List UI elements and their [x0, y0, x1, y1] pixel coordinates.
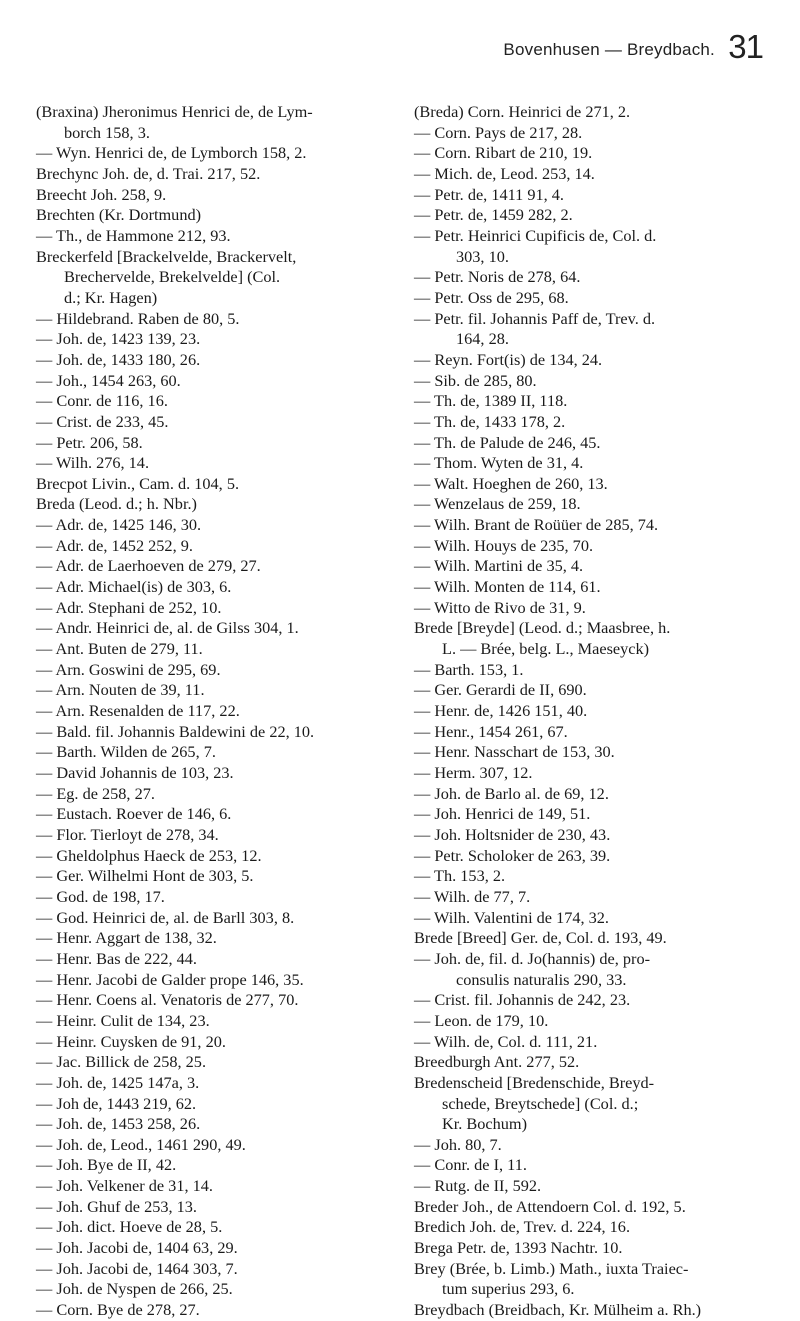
index-entry-subentry — [414, 536, 784, 557]
index-entry-headword — [36, 185, 408, 206]
index-entry-subentry — [36, 556, 408, 577]
entry-line: — Th. de, 1433 178, 2. — [414, 411, 566, 431]
entry-continuation-line: schede, Breytschede] (Col. d.; — [442, 1093, 639, 1113]
index-entry-subentry — [414, 391, 784, 412]
index-entry-headword — [414, 1300, 784, 1321]
index-entry-subentry — [36, 990, 408, 1011]
entry-line: — Flor. Tierloyt de 278, 34. — [36, 824, 219, 844]
entry-line: — Joh. Velkener de 31, 14. — [36, 1176, 213, 1196]
entry-line: — Petr. de, 1459 282, 2. — [414, 205, 573, 225]
entry-line: — Conr. de 116, 16. — [36, 391, 168, 411]
index-entry-subentry — [36, 515, 408, 536]
entry-line: — Andr. Heinrici de, al. de Gilss 304, 1. — [36, 618, 299, 638]
entry-line: — Adr. de, 1452 252, 9. — [36, 535, 193, 555]
index-entry-subentry — [36, 1135, 408, 1156]
entry-line: — Joh. Ghuf de 253, 13. — [36, 1196, 197, 1216]
right-column — [414, 102, 784, 1321]
entry-line: — Henr., 1454 261, 67. — [414, 721, 568, 741]
entry-continuation-line: borch 158, 3. — [64, 122, 150, 142]
entry-line: — Jac. Billick de 258, 25. — [36, 1052, 207, 1072]
entry-line: — God. Heinrici de, al. de Barll 303, 8. — [36, 907, 295, 927]
entry-line: — Heinr. Culit de 134, 23. — [36, 1010, 210, 1030]
entry-line: — Arn. Nouten de 39, 11. — [36, 680, 205, 700]
index-entry-headword — [36, 102, 408, 143]
index-entry-headword — [414, 1238, 784, 1259]
index-entry-subentry — [36, 887, 408, 908]
entry-line: — Henr. Jacobi de Galder prope 146, 35. — [36, 969, 304, 989]
entry-line: — Adr. Stephani de 252, 10. — [36, 597, 222, 617]
entry-line: — Wenzelaus de 259, 18. — [414, 494, 581, 514]
index-entry-subentry — [414, 846, 784, 867]
entry-line: — Joh., 1454 263, 60. — [36, 370, 181, 390]
entry-line: Breedburgh Ant. 277, 52. — [414, 1052, 580, 1072]
entry-line: — Henr. Nasschart de 153, 30. — [414, 742, 615, 762]
entry-line: — Wilh. Houys de 235, 70. — [414, 535, 594, 555]
entry-line: — Wyn. Henrici de, de Lymborch 158, 2. — [36, 143, 307, 163]
entry-line: Breda (Leod. d.; h. Nbr.) — [36, 494, 197, 514]
index-entry-subentry — [36, 1259, 408, 1280]
entry-line: — God. de 198, 17. — [36, 886, 165, 906]
index-entry-subentry — [36, 804, 408, 825]
index-entry-subentry — [414, 908, 784, 929]
index-entry-subentry — [36, 825, 408, 846]
entry-line: — Arn. Goswini de 295, 69. — [36, 659, 221, 679]
index-entry-headword — [36, 164, 408, 185]
entry-line: — Joh. Jacobi de, 1404 63, 29. — [36, 1238, 238, 1258]
entry-line: — Wilh. 276, 14. — [36, 453, 150, 473]
entry-continuation-line: tum superius 293, 6. — [442, 1279, 575, 1299]
index-entry-subentry — [36, 1073, 408, 1094]
index-entry-subentry — [36, 598, 408, 619]
index-entry-subentry — [36, 1155, 408, 1176]
entry-line: — Mich. de, Leod. 253, 14. — [414, 163, 595, 183]
entry-line: — Petr. 206, 58. — [36, 432, 143, 452]
index-entry-subentry — [414, 680, 784, 701]
index-entry-subentry — [414, 371, 784, 392]
entry-line: — Henr. Bas de 222, 44. — [36, 948, 197, 968]
entry-line: — Rutg. de II, 592. — [414, 1176, 542, 1196]
entry-continuation-line: 164, 28. — [456, 329, 509, 349]
index-entry-subentry — [414, 742, 784, 763]
entry-line: — Joh. Jacobi de, 1464 303, 7. — [36, 1258, 238, 1278]
entry-line: — Petr. Oss de 295, 68. — [414, 287, 569, 307]
entry-line: — Reyn. Fort(is) de 134, 24. — [414, 349, 603, 369]
entry-line: — Wilh. Monten de 114, 61. — [414, 577, 601, 597]
index-entry-subentry — [36, 1279, 408, 1300]
index-entry-subentry — [36, 949, 408, 970]
entry-line: — Adr. Michael(is) de 303, 6. — [36, 577, 232, 597]
index-entry-subentry — [414, 784, 784, 805]
left-column — [36, 102, 408, 1321]
entry-continuation-line: 303, 10. — [456, 246, 509, 266]
entry-line: — Joh. de, 1425 147a, 3. — [36, 1072, 200, 1092]
index-entry-subentry — [36, 1300, 408, 1321]
index-entry-subentry — [36, 639, 408, 660]
index-entry-subentry — [414, 1135, 784, 1156]
entry-line: — Joh. Henrici de 149, 51. — [414, 804, 591, 824]
entry-line: — Th. de Palude de 246, 45. — [414, 432, 601, 452]
index-entry-subentry — [36, 660, 408, 681]
index-entry-subentry — [36, 453, 408, 474]
entry-line: — Wilh. Martini de 35, 4. — [414, 556, 584, 576]
entry-line: Brede [Breyde] (Leod. d.; Maasbree, h. — [414, 618, 671, 638]
index-entry-subentry — [414, 722, 784, 743]
index-entry-subentry — [36, 928, 408, 949]
entry-line: — Th., de Hammone 212, 93. — [36, 225, 231, 245]
index-entry-subentry — [414, 866, 784, 887]
index-entry-subentry — [414, 453, 784, 474]
index-entry-subentry — [36, 577, 408, 598]
entry-line: — Henr. Coens al. Venatoris de 277, 70. — [36, 990, 299, 1010]
index-entry-subentry — [414, 1011, 784, 1032]
index-entry-subentry — [414, 143, 784, 164]
index-entry-subentry — [36, 1197, 408, 1218]
index-entry-subentry — [36, 763, 408, 784]
entry-line: — Adr. de Laerhoeven de 279, 27. — [36, 556, 261, 576]
index-entry-subentry — [414, 1032, 784, 1053]
index-entry-subentry — [414, 804, 784, 825]
index-entry-subentry — [36, 784, 408, 805]
entry-line: — Thom. Wyten de 31, 4. — [414, 453, 584, 473]
index-entry-subentry — [36, 618, 408, 639]
index-entry-subentry — [414, 598, 784, 619]
index-entry-subentry — [414, 433, 784, 454]
entry-line: — Joh. de, 1453 258, 26. — [36, 1114, 201, 1134]
index-entry-subentry — [414, 701, 784, 722]
index-entry-subentry — [36, 1032, 408, 1053]
index-entry-subentry — [414, 825, 784, 846]
entry-continuation-line: consulis naturalis 290, 33. — [456, 969, 627, 989]
entry-line: — Sib. de 285, 80. — [414, 370, 537, 390]
entry-continuation-line: d.; Kr. Hagen) — [64, 287, 158, 307]
index-entry-subentry — [36, 866, 408, 887]
entry-line: Breecht Joh. 258, 9. — [36, 184, 167, 204]
entry-line: — Ant. Buten de 279, 11. — [36, 639, 203, 659]
entry-line: — Conr. de I, 11. — [414, 1155, 527, 1175]
index-entry-headword — [414, 1197, 784, 1218]
index-entry-headword — [414, 1259, 784, 1300]
index-entry-subentry — [414, 185, 784, 206]
index-entry-subentry — [414, 1155, 784, 1176]
entry-line: — Henr. Aggart de 138, 32. — [36, 928, 217, 948]
index-entry-subentry — [36, 226, 408, 247]
index-entry-headword — [36, 247, 408, 309]
index-entry-subentry — [414, 226, 784, 267]
entry-line: — Adr. de, 1425 146, 30. — [36, 515, 202, 535]
entry-continuation-line: Brechervelde, Brekelvelde] (Col. — [64, 267, 281, 287]
index-entry-subentry — [36, 1011, 408, 1032]
entry-line: Breckerfeld [Brackelvelde, Brackervelt, — [36, 246, 297, 266]
index-entry-subentry — [414, 309, 784, 350]
entry-line: — Arn. Resenalden de 117, 22. — [36, 701, 240, 721]
index-entry-subentry — [36, 309, 408, 330]
entry-line: Brecpot Livin., Cam. d. 104, 5. — [36, 473, 240, 493]
entry-line: — Petr. fil. Johannis Paff de, Trev. d. — [414, 308, 656, 328]
entry-line: Brega Petr. de, 1393 Nachtr. 10. — [414, 1238, 623, 1258]
entry-line: — Eg. de 258, 27. — [36, 783, 155, 803]
entry-line: — Petr. Scholoker de 263, 39. — [414, 845, 611, 865]
index-entry-subentry — [414, 123, 784, 144]
index-entry-headword — [414, 618, 784, 659]
index-entry-subentry — [36, 391, 408, 412]
entry-line: — Bald. fil. Johannis Baldewini de 22, 10. — [36, 721, 315, 741]
index-entry-subentry — [414, 887, 784, 908]
entry-line: — Herm. 307, 12. — [414, 763, 533, 782]
index-entry-subentry — [414, 288, 784, 309]
entry-line: — Wilh. de 77, 7. — [414, 886, 531, 906]
entry-line: — Corn. Bye de 278, 27. — [36, 1300, 200, 1320]
entry-line: — Corn. Ribart de 210, 19. — [414, 143, 593, 163]
entry-line: — Witto de Rivo de 31, 9. — [414, 597, 586, 617]
index-entry-headword — [414, 1073, 784, 1135]
index-entry-subentry — [36, 371, 408, 392]
index-entry-subentry — [36, 970, 408, 991]
entry-line: Brechten (Kr. Dortmund) — [36, 205, 202, 225]
entry-line: — Th. de, 1389 II, 118. — [414, 391, 568, 411]
entry-line: Brede [Breed] Ger. de, Col. d. 193, 49. — [414, 928, 667, 948]
index-entry-subentry — [36, 412, 408, 433]
page-number: 31 — [728, 28, 763, 65]
entry-line: Bredich Joh. de, Trev. d. 224, 16. — [414, 1217, 631, 1237]
entry-line: — Gheldolphus Haeck de 253, 12. — [36, 845, 262, 865]
index-entry-subentry — [36, 143, 408, 164]
entry-line: — Corn. Pays de 217, 28. — [414, 122, 583, 142]
index-entry-subentry — [36, 329, 408, 350]
entry-line: — Petr. Heinrici Cupificis de, Col. d. — [414, 225, 657, 245]
entry-line: (Braxina) Jheronimus Henrici de, de Lym- — [36, 102, 313, 121]
entry-line: — David Johannis de 103, 23. — [36, 763, 234, 782]
entry-line: — Heinr. Cuysken de 91, 20. — [36, 1031, 226, 1051]
index-entry-subentry — [414, 1176, 784, 1197]
entry-line: — Joh de, 1443 219, 62. — [36, 1093, 197, 1113]
index-entry-headword — [36, 494, 408, 515]
entry-line: — Barth. Wilden de 265, 7. — [36, 742, 216, 762]
index-entry-headword — [414, 1217, 784, 1238]
index-entry-subentry — [36, 722, 408, 743]
entry-line: — Joh. Holtsnider de 230, 43. — [414, 824, 611, 844]
index-entry-subentry — [36, 350, 408, 371]
index-entry-subentry — [414, 350, 784, 371]
index-entry-subentry — [36, 1217, 408, 1238]
index-entry-subentry — [414, 660, 784, 681]
entry-line: — Joh. de Barlo al. de 69, 12. — [414, 783, 609, 803]
entry-line: — Eustach. Roever de 146, 6. — [36, 804, 232, 824]
entry-line: Brechync Joh. de, d. Trai. 217, 52. — [36, 163, 261, 183]
entry-continuation-line: Kr. Bochum) — [442, 1114, 528, 1134]
index-entry-subentry — [414, 763, 784, 784]
entry-line: Breder Joh., de Attendoern Col. d. 192, 5. — [414, 1196, 686, 1216]
index-entry-subentry — [414, 515, 784, 536]
entry-line: — Wilh. de, Col. d. 111, 21. — [414, 1031, 598, 1051]
index-entry-subentry — [36, 680, 408, 701]
entry-line: — Barth. 153, 1. — [414, 659, 524, 679]
entry-line: — Petr. de, 1411 91, 4. — [414, 184, 564, 204]
entry-line: — Th. 153, 2. — [414, 866, 506, 886]
entry-line: — Walt. Hoeghen de 260, 13. — [414, 473, 608, 493]
index-entry-subentry — [36, 1238, 408, 1259]
entry-line: (Breda) Corn. Heinrici de 271, 2. — [414, 102, 631, 121]
index-entry-headword — [414, 102, 784, 123]
index-entry-subentry — [36, 846, 408, 867]
entry-line: — Joh. 80, 7. — [414, 1134, 502, 1154]
index-entry-headword — [36, 205, 408, 226]
index-entry-subentry — [36, 701, 408, 722]
index-entry-subentry — [36, 433, 408, 454]
entry-line: — Hildebrand. Raben de 80, 5. — [36, 308, 240, 328]
entry-continuation-line: L. — Brée, belg. L., Maeseyck) — [442, 639, 650, 659]
index-entry-headword — [414, 1052, 784, 1073]
index-entry-subentry — [36, 742, 408, 763]
index-entry-subentry — [414, 412, 784, 433]
index-entry-subentry — [414, 494, 784, 515]
index-entry-subentry — [36, 1114, 408, 1135]
index-entry-subentry — [414, 267, 784, 288]
entry-line: Brey (Brée, b. Limb.) Math., iuxta Traiec- — [414, 1258, 689, 1278]
entry-line: Breydbach (Breidbach, Kr. Mülheim a. Rh.) — [414, 1300, 702, 1320]
entry-line: — Joh. de Nyspen de 266, 25. — [36, 1279, 233, 1299]
entry-line: — Leon. de 179, 10. — [414, 1010, 549, 1030]
entry-line: — Petr. Noris de 278, 64. — [414, 267, 581, 287]
entry-line: Bredenscheid [Bredenschide, Breyd- — [414, 1072, 655, 1092]
entry-line: — Crist. fil. Johannis de 242, 23. — [414, 990, 631, 1010]
index-entry-subentry — [36, 1052, 408, 1073]
entry-line: — Joh. de, 1423 139, 23. — [36, 329, 201, 349]
index-entry-headword — [414, 928, 784, 949]
index-entry-subentry — [36, 1176, 408, 1197]
entry-line: — Ger. Wilhelmi Hont de 303, 5. — [36, 866, 254, 886]
entry-line: — Wilh. Valentini de 174, 32. — [414, 907, 610, 927]
index-entry-subentry — [36, 1094, 408, 1115]
running-head: Bovenhusen — Breydbach. — [503, 40, 715, 59]
index-entry-subentry — [414, 205, 784, 226]
index-entry-subentry — [36, 908, 408, 929]
index-entry-subentry — [414, 949, 784, 990]
entry-line: — Henr. de, 1426 151, 40. — [414, 701, 588, 721]
page-header — [0, 28, 800, 88]
entry-line: — Ger. Gerardi de II, 690. — [414, 680, 587, 700]
index-entry-subentry — [414, 474, 784, 495]
entry-line: — Crist. de 233, 45. — [36, 411, 169, 431]
index-entry-subentry — [36, 536, 408, 557]
entry-line: — Joh. Bye de II, 42. — [36, 1155, 177, 1175]
entry-line: — Wilh. Brant de Roüüer de 285, 74. — [414, 515, 659, 535]
entry-line: — Joh. dict. Hoeve de 28, 5. — [36, 1217, 223, 1237]
index-entry-subentry — [414, 990, 784, 1011]
entry-line: — Joh. de, Leod., 1461 290, 49. — [36, 1134, 246, 1154]
index-entry-subentry — [414, 577, 784, 598]
index-entry-headword — [36, 474, 408, 495]
index-entry-subentry — [414, 164, 784, 185]
entry-line: — Joh. de, fil. d. Jo(hannis) de, pro- — [414, 948, 651, 968]
index-entry-subentry — [414, 556, 784, 577]
entry-line: — Joh. de, 1433 180, 26. — [36, 349, 201, 369]
